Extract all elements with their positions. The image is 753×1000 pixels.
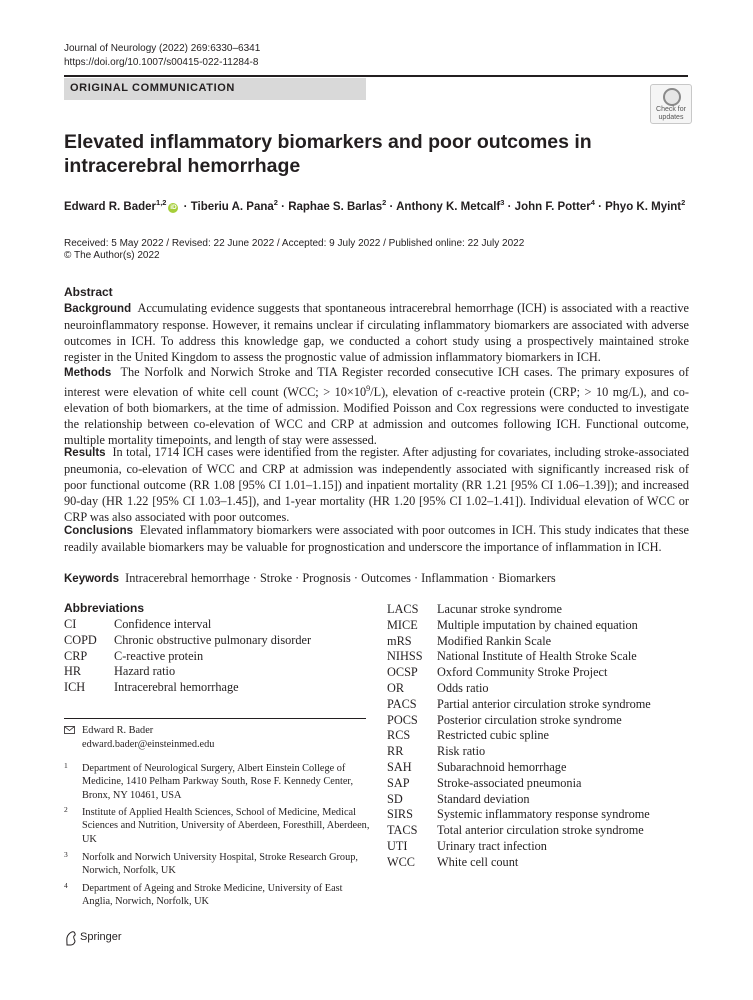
abbreviation-definition: White cell count [437, 854, 519, 869]
abbreviation-definition: Chronic obstructive pulmonary disorder [114, 632, 312, 647]
author-name[interactable]: Edward R. Bader [64, 200, 157, 213]
article-title: Elevated inflammatory biomarkers and poor outcomes in intracerebral hemorrhage [64, 131, 592, 177]
author-name[interactable]: John F. Potter [514, 200, 591, 213]
abbreviation-definition: National Institute of Health Stroke Scale [437, 649, 637, 664]
abbreviation-term: POCS [387, 712, 418, 727]
author-affiliation-sup: 3 [500, 198, 505, 207]
section-band [64, 78, 366, 100]
contact-name: Edward R. Bader [82, 725, 154, 736]
author-separator: · [504, 200, 515, 213]
abbreviation-term: COPD [64, 632, 97, 647]
envelope-icon [64, 726, 75, 734]
results-label: Results [64, 447, 106, 459]
abbreviation-term: RCS [387, 728, 411, 743]
abbreviation-term: SAH [387, 760, 412, 774]
affiliation-number: 3 [64, 850, 68, 859]
abstract-methods [64, 364, 689, 448]
affiliation-text: Institute of Applied Health Sciences, School of Medicine, Medical Sciences and Nutrition, University of Aberdeen, Foresthill, Aberdeen, UK [82, 807, 370, 845]
abbreviation-term: SD [387, 791, 403, 806]
abbreviation-term: ICH [64, 680, 86, 695]
abbreviations-heading: Abbreviations [64, 601, 145, 615]
abstract-heading: Abstract [64, 285, 113, 299]
check-for-updates-badge[interactable] [650, 84, 692, 124]
abbreviation-definition: Confidence interval [114, 617, 212, 631]
abbreviation-definition: Urinary tract infection [437, 839, 547, 853]
background-text: Accumulating evidence suggests that spontaneous intracerebral hemorrhage (ICH) is associated with a reactive neuroinflammatory response. However, it remains unclear if circulating inflammatory biomarkers are associated with adverse outcomes in ICH. To address this knowledge gap, we conducted a cohort study using a prospectively maintained stroke register in the United Kingdom to assess the prognostic value of admission inflammatory biomarkers in ICH. [64, 301, 689, 364]
abbreviation-term: TACS [387, 823, 418, 838]
abstract-background [64, 300, 689, 365]
background-label: Background [64, 303, 132, 315]
abbreviation-definition: Hazard ratio [114, 664, 176, 679]
author-name[interactable]: Raphae S. Barlas [288, 200, 383, 213]
affiliation-number: 4 [64, 881, 68, 890]
abbreviation-definition: Oxford Community Stroke Project [437, 665, 608, 680]
author-name[interactable]: Tiberiu A. Pana [190, 200, 274, 213]
abbreviation-definition: Posterior circulation stroke syndrome [437, 712, 622, 727]
methods-label: Methods [64, 367, 112, 379]
footnote-rule [64, 718, 366, 719]
abbreviation-term: NIHSS [387, 649, 423, 664]
author-affiliation-sup: 2 [382, 198, 387, 207]
keywords-label: Keywords [64, 573, 119, 585]
author-separator: · [594, 200, 606, 213]
affiliation-text: Department of Ageing and Stroke Medicine, University of East Anglia, Norwich, Norfolk, UK [82, 883, 343, 908]
contact-email[interactable]: edward.bader@einsteinmed.edu [82, 739, 215, 750]
abbreviation-term: WCC [387, 854, 416, 869]
abbreviation-definition: Odds ratio [437, 681, 489, 695]
abbreviation-definition: C-reactive protein [114, 648, 204, 663]
abbreviation-definition: Risk ratio [437, 744, 486, 759]
keywords-text: Intracerebral hemorrhage · Stroke · Prognosis · Outcomes · Inflammation · Biomarkers [125, 571, 556, 585]
abbreviation-term: OR [387, 681, 405, 695]
keywords [64, 570, 689, 587]
abbreviation-term: mRS [387, 633, 412, 648]
abbreviation-term: MICE [387, 617, 418, 632]
header-rule [64, 75, 688, 77]
conclusions-text: Elevated inflammatory biomarkers were associated with poor outcomes in ICH. This study indicates that these readily available biomarkers may be valuable for prognostication and underscore the importance of inflammation in ICH. [64, 523, 689, 554]
check-badge-line1: Check for [656, 106, 686, 113]
abbreviation-definition: Stroke-associated pneumonia [437, 775, 582, 790]
affiliation-number: 2 [64, 805, 68, 814]
abbreviation-term: SAP [387, 775, 410, 790]
abbreviation-definition: Modified Rankin Scale [437, 633, 552, 648]
author-affiliation-sup: 4 [590, 198, 595, 207]
affiliation-text: Department of Neurological Surgery, Albert Einstein College of Medicine, 1410 Pelham Parkway South, Rose F. Kennedy Center, Bronx, NY 10461, USA [82, 763, 354, 801]
abbreviation-term: LACS [387, 602, 419, 616]
abbreviation-definition: Systemic inflammatory response syndrome [437, 807, 650, 822]
conclusions-label: Conclusions [64, 525, 134, 537]
abbreviation-definition: Lacunar stroke syndrome [437, 602, 562, 616]
abstract-results [64, 444, 689, 525]
journal-citation: Journal of Neurology (2022) 269:6330–6341 [64, 43, 261, 54]
author-affiliation-sup: 2 [681, 198, 686, 207]
author-affiliation-sup: 1,2 [156, 198, 167, 207]
copyright-line: © The Author(s) 2022 [64, 250, 160, 261]
orcid-icon[interactable]: iD [170, 203, 177, 211]
abbreviation-definition: Subarachnoid hemorrhage [437, 760, 567, 774]
methods-text-2: /L), elevation of c-reactive protein (CRP; > 10 mg/L), and co-elevation of both biomarkers, at the time of admission. Modified Poisson and Cox regressions were conducted to investigate the relationship between co-elevation of WCC and CRP at admission and outcomes following ICH. Functional outcome, multiple mortality timepoints, and length of stay were assessed. [64, 385, 689, 448]
abbreviation-definition: Multiple imputation by chained equation [437, 617, 638, 632]
author-affiliation-sup: 2 [273, 198, 278, 207]
author-separator: · [277, 200, 289, 213]
affiliation-number: 1 [64, 761, 68, 770]
abbreviation-definition: Total anterior circulation stroke syndrome [437, 823, 644, 838]
methods-text-1: The Norfolk and Norwich Stroke and TIA Register recorded consecutive ICH cases. The primary exposures of interest were elevation of white cell count (WCC; > 10×10 [64, 365, 689, 400]
author-name[interactable]: Phyo K. Myint [605, 200, 682, 213]
abstract-conclusions [64, 522, 689, 555]
author-separator: · [386, 200, 397, 213]
section-label: ORIGINAL COMMUNICATION [70, 82, 235, 94]
publisher-name: Springer [80, 931, 122, 943]
abbreviation-term: CRP [64, 648, 88, 663]
springer-horse-icon [64, 930, 78, 946]
abbreviation-term: UTI [387, 839, 408, 853]
affiliation-text: Norfolk and Norwich University Hospital, Stroke Research Group, Norwich, Norfolk, UK [82, 852, 358, 877]
abbreviation-definition: Restricted cubic spline [437, 728, 550, 743]
author-list [64, 198, 704, 213]
abbreviation-term: HR [64, 664, 82, 679]
abbreviation-term: CI [64, 617, 77, 631]
doi-link[interactable]: https://doi.org/10.1007/s00415-022-11284-8 [64, 57, 259, 68]
check-badge-line2: updates [658, 114, 684, 121]
abbreviation-definition: Standard deviation [437, 791, 530, 806]
dates-line: Received: 5 May 2022 / Revised: 22 June 2022 / Accepted: 9 July 2022 / Published online: 22 July 2022 [64, 238, 525, 249]
abbreviation-definition: Partial anterior circulation stroke syndrome [437, 696, 651, 711]
abbreviation-term: SIRS [387, 807, 413, 822]
abbreviation-term: RR [387, 744, 404, 759]
results-text: In total, 1714 ICH cases were identified from the register. After adjusting for covariates, including stroke-associated pneumonia, co-elevation of WCC and CRP at admission was independently associated with significantly increased risk of poor functional outcome (RR 1.08 [95% CI 1.01–1.15]) and inpatient mortality (RR 1.21 [95% CI 1.06–1.39]); and increased 90-day (HR 1.22 [95% CI 1.03–1.45]), and 1-year mortality (HR 1.20 [95% CI 1.02–1.41]). Individual elevation of WCC or CRP was also associated with poor outcomes. [64, 445, 689, 524]
abbreviation-term: OCSP [387, 665, 418, 680]
author-separator: · [180, 200, 191, 213]
author-name[interactable]: Anthony K. Metcalf [396, 200, 501, 213]
methods-exponent: 9 [366, 384, 371, 393]
abbreviation-term: PACS [387, 696, 417, 711]
abbreviation-definition: Intracerebral hemorrhage [114, 680, 239, 695]
check-updates-icon [663, 88, 681, 106]
article-dates [64, 238, 524, 262]
